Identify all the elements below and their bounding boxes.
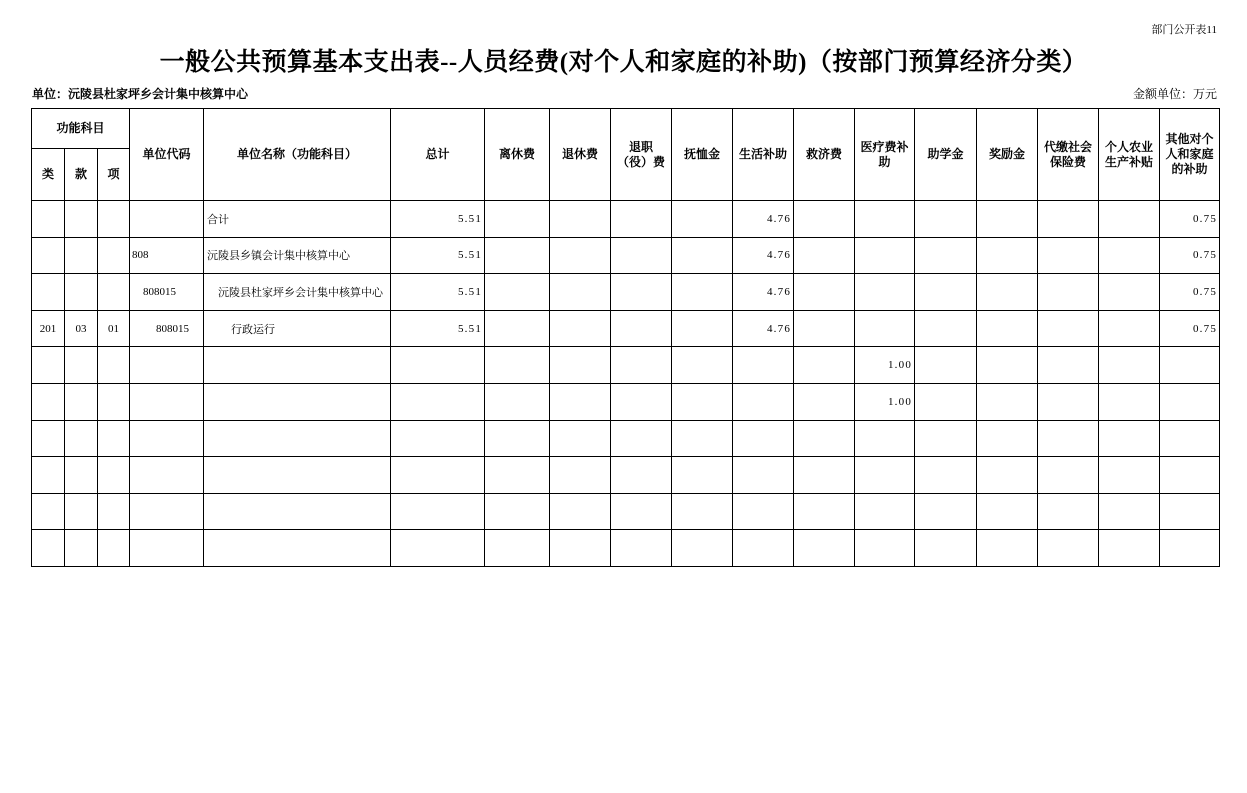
cell-tuizhi-fee bbox=[611, 310, 672, 347]
cell-medical-subsidy bbox=[855, 493, 915, 530]
header-lei: 类 bbox=[32, 149, 65, 201]
cell-other-subsidy bbox=[1160, 457, 1220, 494]
cell-lixiu-fee bbox=[485, 493, 550, 530]
cell-total: 5.51 bbox=[391, 237, 485, 274]
cell-unit-code: 808 bbox=[130, 237, 204, 274]
cell-student-aid bbox=[915, 237, 977, 274]
cell-relief-fee bbox=[794, 493, 855, 530]
page-title: 一般公共预算基本支出表--人员经费(对个人和家庭的补助)（按部门预算经济分类） bbox=[159, 49, 1088, 76]
cell-medical-subsidy bbox=[855, 457, 915, 494]
cell-lixiu-fee bbox=[485, 420, 550, 457]
cell-unit-name bbox=[204, 347, 391, 384]
cell-award-fund bbox=[977, 347, 1038, 384]
cell-social-insurance bbox=[1038, 493, 1099, 530]
cell-kuan bbox=[65, 347, 98, 384]
cell-tuizhi-fee bbox=[611, 347, 672, 384]
cell-fuxu-fund bbox=[672, 493, 733, 530]
cell-tuixiu-fee bbox=[550, 347, 611, 384]
cell-xiang bbox=[98, 383, 130, 420]
cell-fuxu-fund bbox=[672, 457, 733, 494]
cell-relief-fee bbox=[794, 201, 855, 238]
cell-fuxu-fund bbox=[672, 347, 733, 384]
table-row bbox=[32, 310, 1220, 347]
cell-tuizhi-fee bbox=[611, 457, 672, 494]
cell-social-insurance bbox=[1038, 530, 1099, 567]
cell-tuixiu-fee bbox=[550, 420, 611, 457]
cell-total: 5.51 bbox=[391, 274, 485, 311]
cell-tuixiu-fee bbox=[550, 237, 611, 274]
header-living-subsidy: 生活补助 bbox=[733, 109, 794, 201]
cell-relief-fee bbox=[794, 530, 855, 567]
cell-lei bbox=[32, 457, 65, 494]
cell-student-aid bbox=[915, 457, 977, 494]
cell-other-subsidy: 0.75 bbox=[1160, 274, 1220, 311]
cell-unit-name: 合计 bbox=[204, 201, 391, 238]
table-row bbox=[32, 530, 1220, 567]
cell-tuizhi-fee bbox=[611, 237, 672, 274]
cell-unit-name: 沅陵县乡镇会计集中核算中心 bbox=[204, 237, 391, 274]
cell-other-subsidy: 0.75 bbox=[1160, 201, 1220, 238]
cell-student-aid bbox=[915, 420, 977, 457]
cell-living-subsidy bbox=[733, 383, 794, 420]
cell-lei: 201 bbox=[32, 310, 65, 347]
cell-lixiu-fee bbox=[485, 237, 550, 274]
unit-label: 单位：沅陵县杜家坪乡会计集中核算中心 bbox=[32, 87, 249, 101]
cell-kuan bbox=[65, 530, 98, 567]
header-total: 总计 bbox=[391, 109, 485, 201]
cell-award-fund bbox=[977, 310, 1038, 347]
cell-unit-code bbox=[130, 420, 204, 457]
cell-tuixiu-fee bbox=[550, 457, 611, 494]
cell-fuxu-fund bbox=[672, 383, 733, 420]
header-xiang: 项 bbox=[98, 149, 130, 201]
table-row bbox=[32, 347, 1220, 384]
cell-relief-fee bbox=[794, 310, 855, 347]
cell-xiang bbox=[98, 347, 130, 384]
cell-award-fund bbox=[977, 383, 1038, 420]
cell-social-insurance bbox=[1038, 347, 1099, 384]
cell-lei bbox=[32, 383, 65, 420]
cell-living-subsidy bbox=[733, 347, 794, 384]
cell-lei bbox=[32, 274, 65, 311]
cell-tuixiu-fee bbox=[550, 310, 611, 347]
page-tag: 部门公开表11 bbox=[1151, 24, 1217, 36]
header-medical-subsidy: 医疗费补助 bbox=[855, 109, 915, 201]
cell-tuizhi-fee bbox=[611, 201, 672, 238]
cell-tuixiu-fee bbox=[550, 383, 611, 420]
cell-total: 5.51 bbox=[391, 201, 485, 238]
cell-tuizhi-fee bbox=[611, 530, 672, 567]
cell-kuan bbox=[65, 493, 98, 530]
header-student-aid: 助学金 bbox=[915, 109, 977, 201]
cell-unit-code bbox=[130, 347, 204, 384]
cell-living-subsidy bbox=[733, 420, 794, 457]
cell-unit-name: 沅陵县杜家坪乡会计集中核算中心 bbox=[204, 274, 391, 311]
cell-relief-fee bbox=[794, 274, 855, 311]
cell-tuizhi-fee bbox=[611, 274, 672, 311]
cell-student-aid bbox=[915, 274, 977, 311]
table-row bbox=[32, 457, 1220, 494]
cell-lixiu-fee bbox=[485, 310, 550, 347]
cell-unit-name bbox=[204, 383, 391, 420]
cell-unit-code bbox=[130, 383, 204, 420]
table-row bbox=[32, 274, 1220, 311]
cell-fuxu-fund bbox=[672, 201, 733, 238]
cell-total bbox=[391, 347, 485, 384]
cell-fuxu-fund bbox=[672, 530, 733, 567]
cell-kuan bbox=[65, 274, 98, 311]
cell-living-subsidy bbox=[733, 457, 794, 494]
cell-social-insurance bbox=[1038, 310, 1099, 347]
cell-total: 5.51 bbox=[391, 310, 485, 347]
cell-tuixiu-fee bbox=[550, 201, 611, 238]
cell-total bbox=[391, 457, 485, 494]
cell-award-fund bbox=[977, 201, 1038, 238]
cell-kuan bbox=[65, 237, 98, 274]
cell-tuizhi-fee bbox=[611, 493, 672, 530]
cell-unit-code bbox=[130, 493, 204, 530]
cell-unit-name bbox=[204, 457, 391, 494]
cell-medical-subsidy bbox=[855, 420, 915, 457]
cell-living-subsidy: 4.76 bbox=[733, 310, 794, 347]
cell-farm-subsidy bbox=[1099, 457, 1160, 494]
cell-total bbox=[391, 420, 485, 457]
cell-fuxu-fund bbox=[672, 237, 733, 274]
cell-living-subsidy: 4.76 bbox=[733, 237, 794, 274]
header-relief-fee: 救济费 bbox=[794, 109, 855, 201]
table-row bbox=[32, 237, 1220, 274]
cell-farm-subsidy bbox=[1099, 237, 1160, 274]
cell-lixiu-fee bbox=[485, 457, 550, 494]
cell-kuan: 03 bbox=[65, 310, 98, 347]
cell-lei bbox=[32, 420, 65, 457]
header-row bbox=[32, 109, 1220, 149]
cell-kuan bbox=[65, 420, 98, 457]
cell-social-insurance bbox=[1038, 237, 1099, 274]
header-other-subsidy: 其他对个人和家庭的补助 bbox=[1160, 109, 1220, 201]
cell-farm-subsidy bbox=[1099, 347, 1160, 384]
header-func-group: 功能科目 bbox=[32, 109, 130, 149]
header-tuixiu-fee: 退休费 bbox=[550, 109, 611, 201]
header-unit-name: 单位名称（功能科目） bbox=[204, 109, 391, 201]
cell-xiang bbox=[98, 493, 130, 530]
cell-farm-subsidy bbox=[1099, 201, 1160, 238]
cell-award-fund bbox=[977, 420, 1038, 457]
header-award-fund: 奖励金 bbox=[977, 109, 1038, 201]
cell-total bbox=[391, 493, 485, 530]
cell-unit-code: 808015 bbox=[130, 310, 204, 347]
cell-other-subsidy bbox=[1160, 347, 1220, 384]
cell-student-aid bbox=[915, 201, 977, 238]
cell-other-subsidy: 0.75 bbox=[1160, 237, 1220, 274]
cell-relief-fee bbox=[794, 347, 855, 384]
cell-social-insurance bbox=[1038, 201, 1099, 238]
cell-lixiu-fee bbox=[485, 274, 550, 311]
cell-award-fund bbox=[977, 274, 1038, 311]
cell-unit-code bbox=[130, 457, 204, 494]
cell-student-aid bbox=[915, 310, 977, 347]
cell-other-subsidy bbox=[1160, 383, 1220, 420]
cell-medical-subsidy bbox=[855, 310, 915, 347]
cell-social-insurance bbox=[1038, 457, 1099, 494]
cell-living-subsidy bbox=[733, 493, 794, 530]
cell-student-aid bbox=[915, 530, 977, 567]
cell-relief-fee bbox=[794, 237, 855, 274]
header-farm-subsidy: 个人农业生产补贴 bbox=[1099, 109, 1160, 201]
cell-unit-name bbox=[204, 420, 391, 457]
cell-kuan bbox=[65, 383, 98, 420]
cell-farm-subsidy bbox=[1099, 493, 1160, 530]
cell-lixiu-fee bbox=[485, 383, 550, 420]
header-lixiu-fee: 离休费 bbox=[485, 109, 550, 201]
cell-lei bbox=[32, 493, 65, 530]
header-tuizhi-fee: 退职（役）费 bbox=[611, 109, 672, 201]
cell-social-insurance bbox=[1038, 383, 1099, 420]
cell-lixiu-fee bbox=[485, 201, 550, 238]
cell-social-insurance bbox=[1038, 274, 1099, 311]
header-kuan: 款 bbox=[65, 149, 98, 201]
cell-lei bbox=[32, 347, 65, 384]
cell-unit-code: 808015 bbox=[130, 274, 204, 311]
cell-tuizhi-fee bbox=[611, 420, 672, 457]
cell-lei bbox=[32, 201, 65, 238]
cell-farm-subsidy bbox=[1099, 310, 1160, 347]
cell-fuxu-fund bbox=[672, 274, 733, 311]
cell-tuixiu-fee bbox=[550, 274, 611, 311]
cell-award-fund bbox=[977, 493, 1038, 530]
cell-kuan bbox=[65, 457, 98, 494]
cell-tuixiu-fee bbox=[550, 530, 611, 567]
table-row bbox=[32, 420, 1220, 457]
cell-total bbox=[391, 383, 485, 420]
cell-total bbox=[391, 530, 485, 567]
cell-unit-code bbox=[130, 201, 204, 238]
header-unit-code: 单位代码 bbox=[130, 109, 204, 201]
cell-xiang: 01 bbox=[98, 310, 130, 347]
cell-award-fund bbox=[977, 530, 1038, 567]
cell-lixiu-fee bbox=[485, 347, 550, 384]
cell-unit-name bbox=[204, 493, 391, 530]
cell-farm-subsidy bbox=[1099, 420, 1160, 457]
cell-xiang bbox=[98, 201, 130, 238]
table-row bbox=[32, 383, 1220, 420]
cell-farm-subsidy bbox=[1099, 530, 1160, 567]
cell-relief-fee bbox=[794, 383, 855, 420]
cell-student-aid bbox=[915, 493, 977, 530]
cell-living-subsidy: 4.76 bbox=[733, 274, 794, 311]
header-fuxu-fund: 抚恤金 bbox=[672, 109, 733, 201]
amount-unit: 金额单位：万元 bbox=[1132, 87, 1217, 101]
cell-xiang bbox=[98, 420, 130, 457]
cell-living-subsidy bbox=[733, 530, 794, 567]
cell-relief-fee bbox=[794, 420, 855, 457]
cell-social-insurance bbox=[1038, 420, 1099, 457]
cell-unit-name bbox=[204, 530, 391, 567]
cell-lei bbox=[32, 530, 65, 567]
cell-other-subsidy bbox=[1160, 420, 1220, 457]
cell-fuxu-fund bbox=[672, 420, 733, 457]
cell-unit-name: 行政运行 bbox=[204, 310, 391, 347]
cell-kuan bbox=[65, 201, 98, 238]
cell-other-subsidy: 0.75 bbox=[1160, 310, 1220, 347]
cell-tuizhi-fee bbox=[611, 383, 672, 420]
cell-relief-fee bbox=[794, 457, 855, 494]
cell-award-fund bbox=[977, 237, 1038, 274]
cell-student-aid bbox=[915, 383, 977, 420]
cell-tuixiu-fee bbox=[550, 493, 611, 530]
cell-other-subsidy bbox=[1160, 530, 1220, 567]
cell-medical-subsidy: 1.00 bbox=[855, 383, 915, 420]
cell-medical-subsidy bbox=[855, 237, 915, 274]
cell-farm-subsidy bbox=[1099, 274, 1160, 311]
cell-xiang bbox=[98, 530, 130, 567]
cell-student-aid bbox=[915, 347, 977, 384]
cell-farm-subsidy bbox=[1099, 383, 1160, 420]
cell-medical-subsidy bbox=[855, 274, 915, 311]
expenditure-table bbox=[31, 108, 1220, 567]
cell-award-fund bbox=[977, 457, 1038, 494]
cell-medical-subsidy bbox=[855, 530, 915, 567]
cell-living-subsidy: 4.76 bbox=[733, 201, 794, 238]
cell-lei bbox=[32, 237, 65, 274]
cell-medical-subsidy: 1.00 bbox=[855, 347, 915, 384]
cell-unit-code bbox=[130, 530, 204, 567]
cell-other-subsidy bbox=[1160, 493, 1220, 530]
table-row bbox=[32, 493, 1220, 530]
header-social-insurance: 代缴社会保险费 bbox=[1038, 109, 1099, 201]
cell-xiang bbox=[98, 237, 130, 274]
cell-xiang bbox=[98, 457, 130, 494]
cell-xiang bbox=[98, 274, 130, 311]
cell-medical-subsidy bbox=[855, 201, 915, 238]
cell-lixiu-fee bbox=[485, 530, 550, 567]
cell-fuxu-fund bbox=[672, 310, 733, 347]
table-row bbox=[32, 201, 1220, 238]
